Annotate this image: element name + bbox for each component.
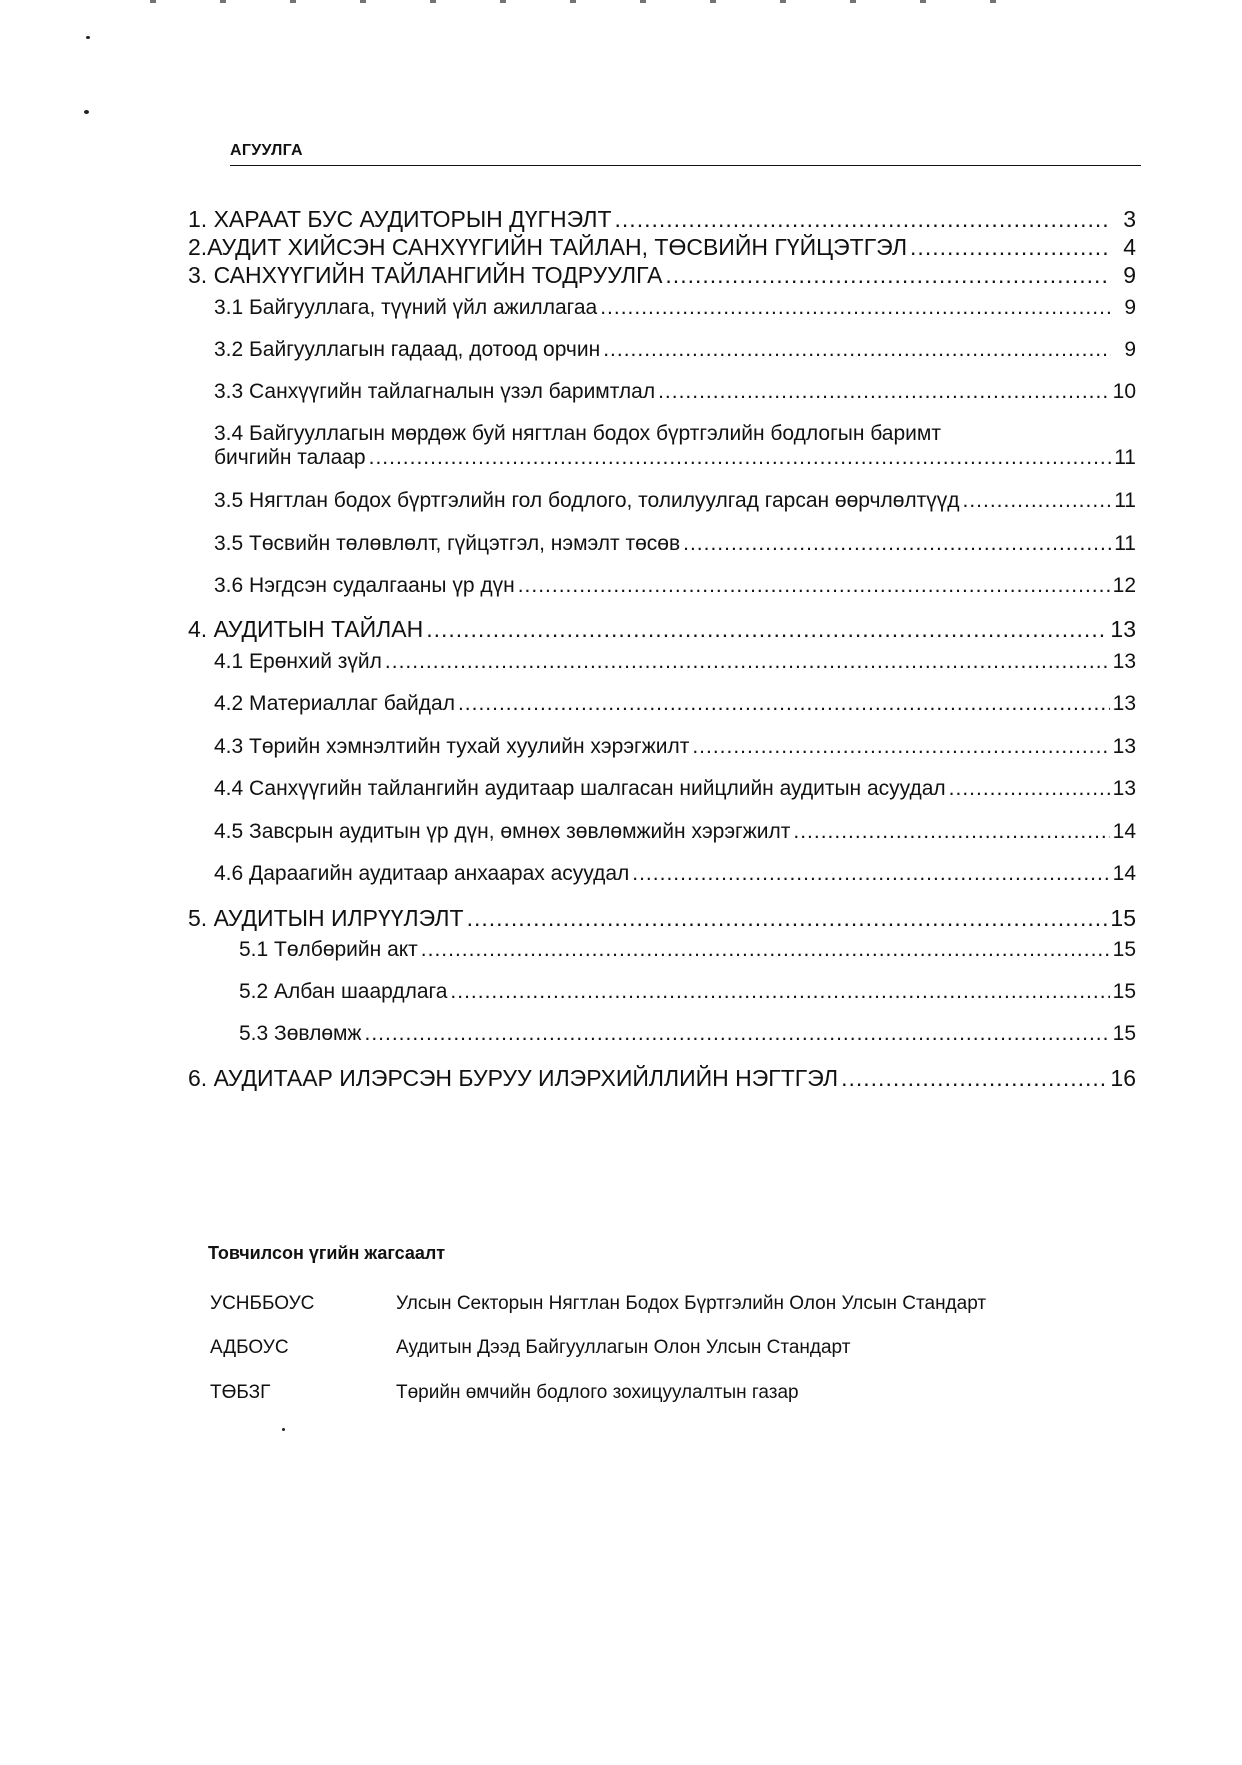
abbreviation-row	[210, 1337, 850, 1359]
abbreviation-code: АДБОУС	[210, 1337, 289, 1358]
contents-header	[230, 142, 1141, 166]
toc-entry[interactable]	[239, 1022, 1136, 1046]
toc-page-number: 13	[1112, 692, 1136, 715]
abbreviation-row	[210, 1382, 799, 1404]
abbreviation-code: ТӨБЗГ	[210, 1382, 271, 1403]
toc-entry-title: 3. САНХҮҮГИЙН ТАЙЛАНГИЙН ТОДРУУЛГА	[188, 262, 663, 288]
toc-entry[interactable]	[214, 574, 1136, 598]
toc-entry-title: 5.2 Албан шаардлага	[239, 980, 448, 1003]
toc-entry-title: бичгийн талаар	[214, 446, 366, 469]
toc-dot-leader	[683, 532, 1111, 556]
toc-entry-title: 5.3 Зөвлөмж	[239, 1022, 362, 1045]
toc-entry[interactable]	[188, 1065, 1136, 1092]
toc-entry-title: 3.3 Санхүүгийн тайлагналын үзэл баримтлал	[214, 380, 656, 403]
toc-entry[interactable]	[214, 777, 1136, 801]
toc-entry-title: 1. ХАРААТ БУС АУДИТОРЫН ДҮГНЭЛТ	[188, 206, 612, 232]
toc-page-number: 15	[1112, 980, 1136, 1003]
toc-entry[interactable]	[214, 489, 1136, 513]
toc-page-number: 16	[1110, 1065, 1136, 1091]
toc-dot-leader	[615, 206, 1111, 233]
abbreviation-description: Аудитын Дээд Байгууллагын Олон Улсын Стандарт	[396, 1337, 851, 1358]
toc-entry-title: 2.АУДИТ ХИЙСЭН САНХҮҮГИЙН ТАЙЛАН, ТӨСВИЙН ГҮЙЦЭТГЭЛ	[188, 234, 908, 260]
toc-page-number: 15	[1112, 1022, 1136, 1045]
toc-page-number: 15	[1112, 938, 1136, 961]
toc-entry-title: 3.5 Нягтлан бодох бүртгэлийн гол бодлого, толилуулгад гарсан өөрчлөлтүүд	[214, 489, 960, 512]
toc-entry-title: 3.2 Байгууллагын гадаад, дотоод орчин	[214, 338, 601, 361]
toc-page-number: 9	[1124, 338, 1136, 361]
toc-page-number: 13	[1112, 777, 1136, 800]
scan-speck	[282, 1428, 285, 1431]
scan-top-edge	[150, 0, 1050, 3]
toc-dot-leader	[692, 735, 1109, 759]
abbreviation-row	[210, 1293, 986, 1315]
toc-dot-leader	[369, 446, 1111, 470]
toc-page-number: 11	[1114, 489, 1136, 512]
toc-dot-leader	[467, 905, 1108, 932]
toc-entry-title: 5.1 Төлбөрийн акт	[239, 938, 418, 961]
toc-dot-leader	[665, 262, 1111, 289]
toc-dot-leader	[841, 1065, 1107, 1092]
toc-entry[interactable]	[188, 234, 1136, 261]
toc-entry[interactable]	[214, 338, 1136, 362]
toc-page-number: 9	[1123, 262, 1136, 288]
toc-page-number: 11	[1114, 532, 1136, 555]
toc-dot-leader	[364, 1022, 1109, 1046]
toc-page-number: 3	[1123, 206, 1136, 232]
toc-page-number: 14	[1112, 820, 1136, 843]
toc-page-number: 14	[1112, 862, 1136, 885]
toc-page-number: 15	[1110, 905, 1136, 931]
toc-entry[interactable]	[214, 862, 1136, 886]
abbreviation-description: Төрийн өмчийн бодлого зохицуулалтын газар	[396, 1382, 799, 1403]
scan-speck	[84, 110, 89, 114]
scan-speck	[86, 36, 90, 39]
toc-page-number: 4	[1123, 234, 1136, 260]
toc-dot-leader	[385, 650, 1110, 674]
toc-entry[interactable]	[214, 446, 1136, 470]
toc-dot-leader	[426, 616, 1107, 643]
toc-entry-title: 3.1 Байгууллага, түүний үйл ажиллагаа	[214, 296, 598, 319]
toc-page-number: 10	[1112, 380, 1136, 403]
toc-entry-title: 4.5 Завсрын аудитын үр дүн, өмнөх зөвлөмжийн хэрэгжилт	[214, 820, 791, 843]
toc-entry-title: 4.1 Ерөнхий зүйл	[214, 650, 382, 673]
toc-entry-title: 3.6 Нэгдсэн судалгааны үр дүн	[214, 574, 515, 597]
toc-page-number: 13	[1112, 735, 1136, 758]
toc-entry-text-line1: 3.4 Байгууллагын мөрдөж буй нягтлан бодох бүртгэлийн бодлогын баримт	[214, 422, 941, 445]
toc-page-number: 13	[1110, 616, 1136, 642]
toc-entry[interactable]	[188, 905, 1136, 932]
toc-entry-title: 4.6 Дараагийн аудитаар анхаарах асуудал	[214, 862, 630, 885]
toc-dot-leader	[450, 980, 1109, 1004]
contents-heading: АГУУЛГА	[230, 142, 303, 159]
heading-underline	[230, 165, 1141, 166]
toc-dot-leader	[963, 489, 1112, 513]
toc-entry[interactable]	[188, 262, 1136, 289]
toc-entry[interactable]	[214, 296, 1136, 320]
toc-entry-title: 4.4 Санхүүгийн тайлангийн аудитаар шалгасан нийцлийн аудитын асуудал	[214, 777, 946, 800]
toc-entry-title: 4.3 Төрийн хэмнэлтийн тухай хуулийн хэрэгжилт	[214, 735, 690, 758]
toc-dot-leader	[658, 380, 1110, 404]
toc-entry[interactable]	[239, 938, 1136, 962]
toc-entry-title: 4. АУДИТЫН ТАЙЛАН	[188, 616, 424, 642]
toc-page-number: 12	[1112, 574, 1136, 597]
toc-entry-title: 5. АУДИТЫН ИЛРҮҮЛЭЛТ	[188, 905, 464, 931]
toc-entry[interactable]	[214, 380, 1136, 404]
toc-page-number: 9	[1124, 296, 1136, 319]
toc-entry[interactable]	[214, 820, 1136, 844]
toc-entry[interactable]	[188, 616, 1136, 643]
toc-dot-leader	[910, 234, 1111, 261]
abbreviation-code: УСНББОУС	[210, 1293, 315, 1314]
toc-entry[interactable]	[214, 692, 1136, 716]
abbreviation-description: Улсын Секторын Нягтлан Бодох Бүртгэлийн Олон Улсын Стандарт	[396, 1293, 987, 1314]
toc-entry-title: 4.2 Материаллаг байдал	[214, 692, 455, 715]
toc-entry[interactable]	[214, 735, 1136, 759]
toc-entry[interactable]	[188, 206, 1136, 233]
toc-entry-title: 6. АУДИТААР ИЛЭРСЭН БУРУУ ИЛЭРХИЙЛЛИЙН НЭГТГЭЛ	[188, 1065, 839, 1091]
toc-dot-leader	[793, 820, 1109, 844]
abbreviations-title: Товчилсон үгийн жагсаалт	[208, 1243, 446, 1263]
toc-page-number: 13	[1112, 650, 1136, 673]
toc-dot-leader	[632, 862, 1109, 886]
toc-entry[interactable]	[214, 532, 1136, 556]
toc-entry[interactable]	[239, 980, 1136, 1004]
toc-dot-leader	[603, 338, 1111, 362]
toc-page-number: 11	[1114, 446, 1136, 469]
toc-dot-leader	[600, 296, 1111, 320]
toc-dot-leader	[949, 777, 1110, 801]
toc-dot-leader	[421, 938, 1110, 962]
toc-entry-title: 3.5 Төсвийн төлөвлөлт, гүйцэтгэл, нэмэлт төсөв	[214, 532, 681, 555]
toc-dot-leader	[518, 574, 1110, 598]
toc-dot-leader	[458, 692, 1110, 716]
toc-entry[interactable]	[214, 650, 1136, 674]
